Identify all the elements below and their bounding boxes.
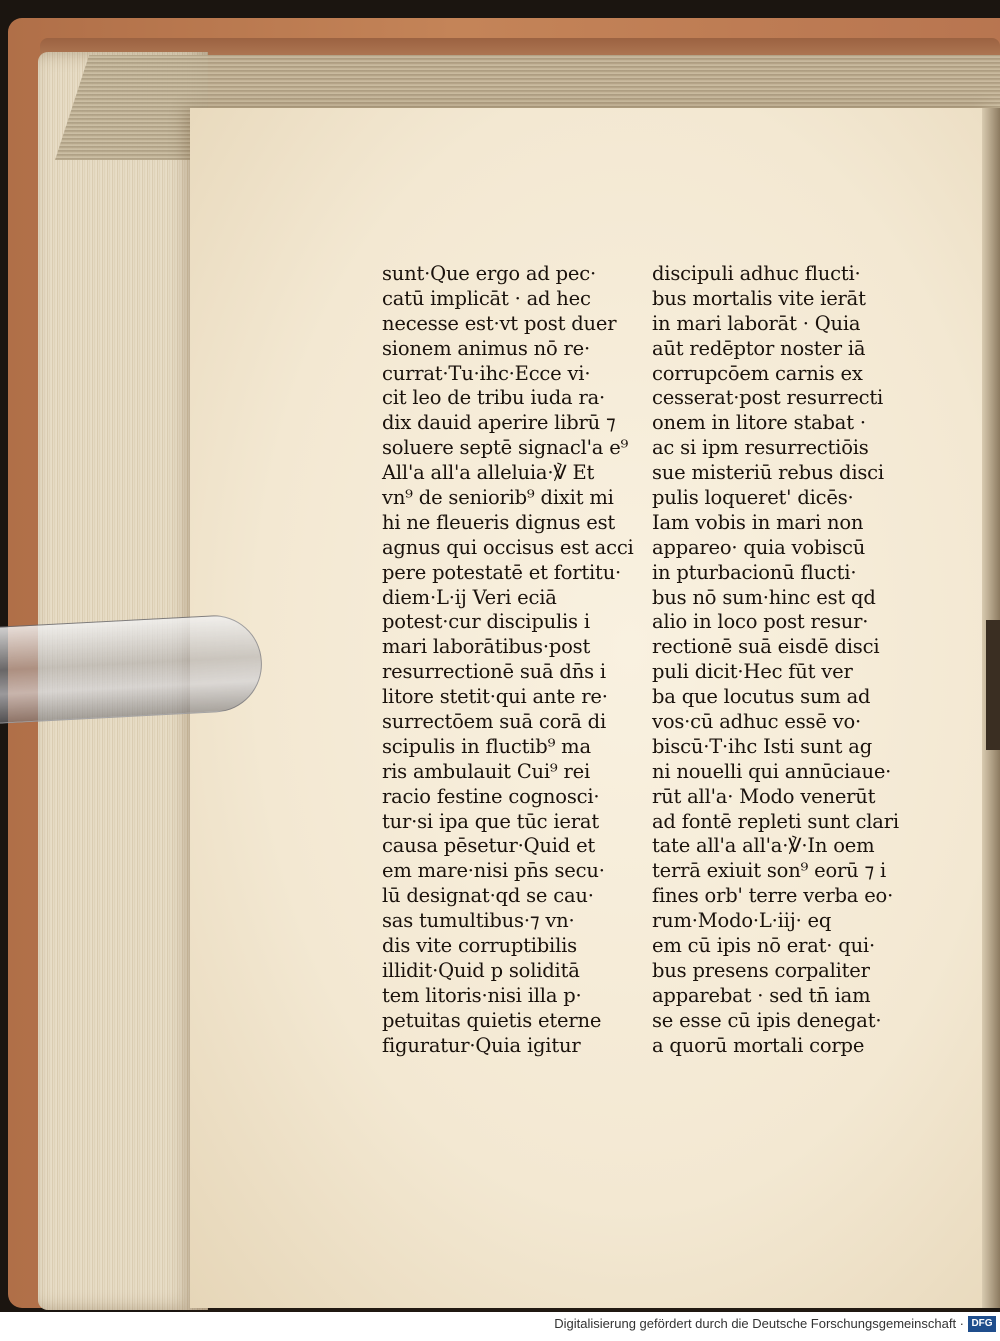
text-line: appareo· quia vobiscū	[652, 535, 866, 559]
left-text-column	[382, 262, 632, 1059]
text-line: puli dicit·Hec fūt ver	[652, 660, 853, 684]
text-line: bus nō sum·hinc est qd	[652, 585, 876, 609]
text-line: agnus qui occisus est acci	[382, 535, 634, 559]
text-line: sue misteriū rebus disci	[652, 461, 884, 485]
text-line: soluere septē signacl'a e⁹	[382, 436, 629, 460]
text-line: rectionē suā eisdē disci	[652, 635, 880, 659]
text-line: vn⁹ de seniorib⁹ dixit mi	[382, 486, 614, 510]
funding-credit: Digitalisierung gefördert durch die Deutsche Forschungsgemeinschaft ·	[554, 1316, 964, 1331]
text-line: se esse cū ipis denegat·	[652, 1008, 882, 1032]
text-line: corrupcōem carnis ex	[652, 361, 863, 385]
text-line: litore stetit·qui ante re·	[382, 685, 608, 709]
text-line: illidit·Quid p soliditā	[382, 958, 580, 982]
text-line: bus mortalis vite ierāt	[652, 286, 866, 310]
text-line: onem in litore stabat ·	[652, 411, 866, 435]
text-line: catū implicāt · ad hec	[382, 286, 591, 310]
text-line: ris ambulauit Cui⁹ rei	[382, 759, 591, 783]
text-line: resurrectionē suā dn̄s i	[382, 660, 606, 684]
dfg-logo: DFG	[968, 1316, 996, 1332]
text-line: terrā exiuit son⁹ eorū ⁊ i	[652, 859, 887, 883]
text-line: em cū ipis nō erat· qui·	[652, 934, 875, 958]
text-line: alio in loco post resur·	[652, 610, 869, 634]
text-line: figuratur·Quia igitur	[382, 1033, 581, 1057]
text-line: potest·cur discipulis i	[382, 610, 590, 634]
text-line: pere potestatē et fortitu·	[382, 560, 622, 584]
text-line: discipuli adhuc flucti·	[652, 262, 861, 285]
text-line: a quorū mortali corpe	[652, 1033, 865, 1057]
text-line: bus presens corpaliter	[652, 958, 870, 982]
text-line: All'a all'a alleluia·℣ Et	[382, 461, 595, 485]
text-line: rum·Modo·L·iij· eq	[652, 909, 832, 933]
text-line: necesse est·vt post duer	[382, 311, 617, 335]
text-line: petuitas quietis eterne	[382, 1008, 602, 1032]
text-line: tem litoris·nisi illa p·	[382, 983, 582, 1007]
page-marker	[986, 620, 1000, 750]
text-line: tur·si ipa que tūc ierat	[382, 809, 599, 833]
text-line: currat·Tu·ihc·Ecce vi·	[382, 361, 591, 385]
text-line: apparebat · sed tn̄ iam	[652, 983, 871, 1007]
text-line: em mare·nisi pn̄s secu·	[382, 859, 605, 883]
text-line: rūt all'a· Modo venerūt	[652, 784, 876, 808]
text-line: sas tumultibus·⁊ vn·	[382, 909, 575, 933]
text-line: dis vite corruptibilis	[382, 934, 577, 958]
text-line: in pturbacionū flucti·	[652, 560, 857, 584]
text-line: sionem animus nō re·	[382, 336, 591, 360]
text-line: ba que locutus sum ad	[652, 685, 871, 709]
text-line: scipulis in fluctib⁹ ma	[382, 734, 591, 758]
page-holder-tool	[0, 613, 264, 724]
text-line: in mari laborāt · Quia	[652, 311, 861, 335]
text-line: mari laborātibus·post	[382, 635, 591, 659]
text-line: tate all'a all'a·℣·In oem	[652, 834, 875, 858]
text-line: pulis loqueret' dicēs·	[652, 486, 854, 510]
text-line: sunt·Que ergo ad pec·	[382, 262, 596, 285]
text-line: cit leo de tribu iuda ra·	[382, 386, 606, 410]
text-line: Iam vobis in mari non	[652, 510, 864, 534]
text-line: causa pēsetur·Quid et	[382, 834, 596, 858]
text-line: hi ne fleueris dignus est	[382, 510, 616, 534]
text-line: ni nouelli qui annūciaue·	[652, 759, 892, 783]
text-line: dix dauid aperire librū ⁊	[382, 411, 616, 435]
text-line: lū designat·qd se cau·	[382, 884, 594, 908]
text-line: ac si ipm resurrectiōis	[652, 436, 869, 460]
text-line: surrectōem suā corā di	[382, 710, 606, 734]
right-text-column	[652, 262, 902, 1059]
text-line: ad fontē repleti sunt clari	[652, 809, 899, 833]
text-line: biscū·T·ihc Isti sunt ag	[652, 734, 872, 758]
text-line: aūt redēptor noster iā	[652, 336, 866, 360]
text-line: fines orb' terre verba eo·	[652, 884, 894, 908]
text-line: diem·L·ij Veri eciā	[382, 585, 557, 609]
text-line: vos·cū adhuc essē vo·	[652, 710, 862, 734]
text-line: cesserat·post resurrecti	[652, 386, 884, 410]
text-line: racio festine cognosci·	[382, 784, 600, 808]
